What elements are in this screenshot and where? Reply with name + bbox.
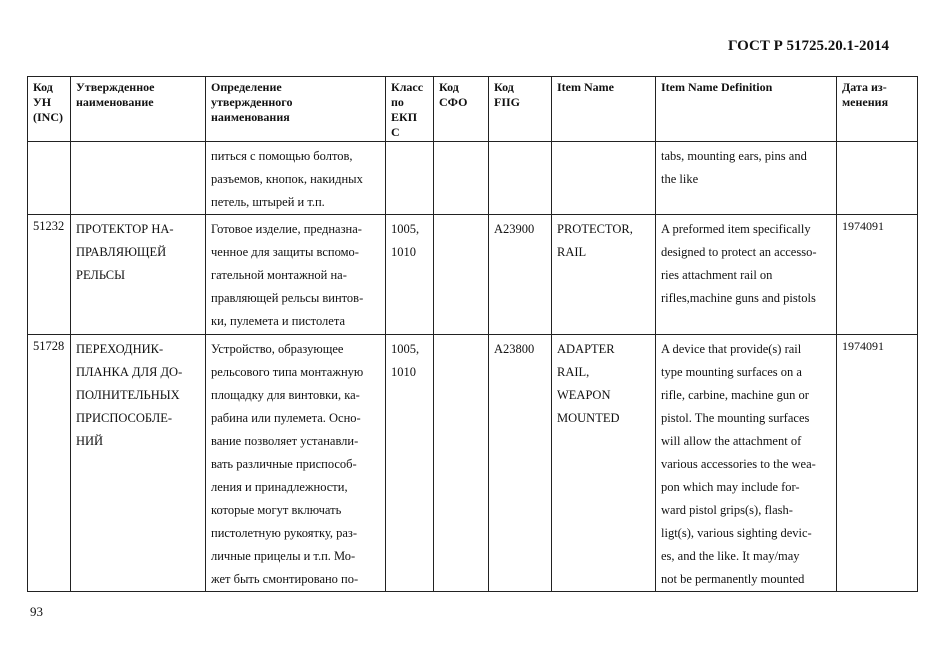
col-header-inc: Код УН (INC) bbox=[28, 77, 71, 142]
cell-sfo bbox=[434, 215, 489, 335]
cell-item-name: ADAPTER RAIL, WEAPON MOUNTED bbox=[552, 335, 656, 592]
cell-sfo bbox=[434, 335, 489, 592]
cell-definition: Готовое изделие, предназна- ченное для защиты вспомо- гательной монтажной на- правляющей рельсы винтов- ки, пулемета и пистолета bbox=[206, 215, 386, 335]
table-row bbox=[28, 215, 918, 335]
col-header-item-name: Item Name bbox=[552, 77, 656, 142]
col-header-change-date: Дата из- менения bbox=[837, 77, 918, 142]
cell-approved-name bbox=[71, 142, 206, 215]
cell-change-date bbox=[837, 142, 918, 215]
cell-item-name bbox=[552, 142, 656, 215]
document-code: ГОСТ Р 51725.20.1-2014 bbox=[727, 38, 889, 54]
cell-inc: 51728 bbox=[28, 335, 71, 592]
cell-definition: питься с помощью болтов, разъемов, кнопок, накидных петель, штырей и т.п. bbox=[206, 142, 386, 215]
col-header-item-definition: Item Name Definition bbox=[656, 77, 837, 142]
cell-sfo bbox=[434, 142, 489, 215]
cell-approved-name: ПЕРЕХОДНИК- ПЛАНКА ДЛЯ ДО- ПОЛНИТЕЛЬНЫХ ПРИСПОСОБЛЕ- НИЙ bbox=[71, 335, 206, 592]
table-row bbox=[28, 142, 918, 215]
cell-fiig: A23800 bbox=[489, 335, 552, 592]
cell-class: 1005, 1010 bbox=[386, 335, 434, 592]
cell-class bbox=[386, 142, 434, 215]
cell-change-date: 1974091 bbox=[837, 215, 918, 335]
cell-fiig bbox=[489, 142, 552, 215]
cell-fiig: A23900 bbox=[489, 215, 552, 335]
page-number: 93 bbox=[30, 604, 43, 619]
cell-item-definition: A device that provide(s) rail type mounting surfaces on a rifle, carbine, machine gun or pistol. The mounting surfaces will allow the attachment of various accessories to the wea- pon which may include for- ward pistol grips(s), flash- ligt(s), various sighting devic- es, and the like. It may/may not be permanently mounted bbox=[656, 335, 837, 592]
col-header-sfo: Код СФО bbox=[434, 77, 489, 142]
table-row bbox=[28, 335, 918, 592]
cell-approved-name: ПРОТЕКТОР НА- ПРАВЛЯЮЩЕЙ РЕЛЬСЫ bbox=[71, 215, 206, 335]
cell-inc bbox=[28, 142, 71, 215]
cell-item-definition: tabs, mounting ears, pins and the like bbox=[656, 142, 837, 215]
col-header-definition: Определение утвержденного наименования bbox=[206, 77, 386, 142]
cell-item-name: PROTECTOR, RAIL bbox=[552, 215, 656, 335]
table-header-row bbox=[28, 77, 918, 142]
cell-definition: Устройство, образующее рельсового типа монтажную площадку для винтовки, ка- рабина или пулемета. Осно- вание позволяет устанавли- вать различные приспособ- ления и принадлежности, которые могут включать пистолетную рукоятку, раз- личные прицелы и т.п. Мо- жет быть смонтировано по- bbox=[206, 335, 386, 592]
nomenclature-table bbox=[27, 76, 918, 592]
cell-change-date: 1974091 bbox=[837, 335, 918, 592]
cell-item-definition: A preformed item specifically designed to protect an accesso- ries attachment rail on rifles,machine guns and pistols bbox=[656, 215, 837, 335]
col-header-fiig: Код FIIG bbox=[489, 77, 552, 142]
cell-inc: 51232 bbox=[28, 215, 71, 335]
col-header-approved-name: Утвержденное наименование bbox=[71, 77, 206, 142]
col-header-class: Класс по ЕКП С bbox=[386, 77, 434, 142]
cell-class: 1005, 1010 bbox=[386, 215, 434, 335]
